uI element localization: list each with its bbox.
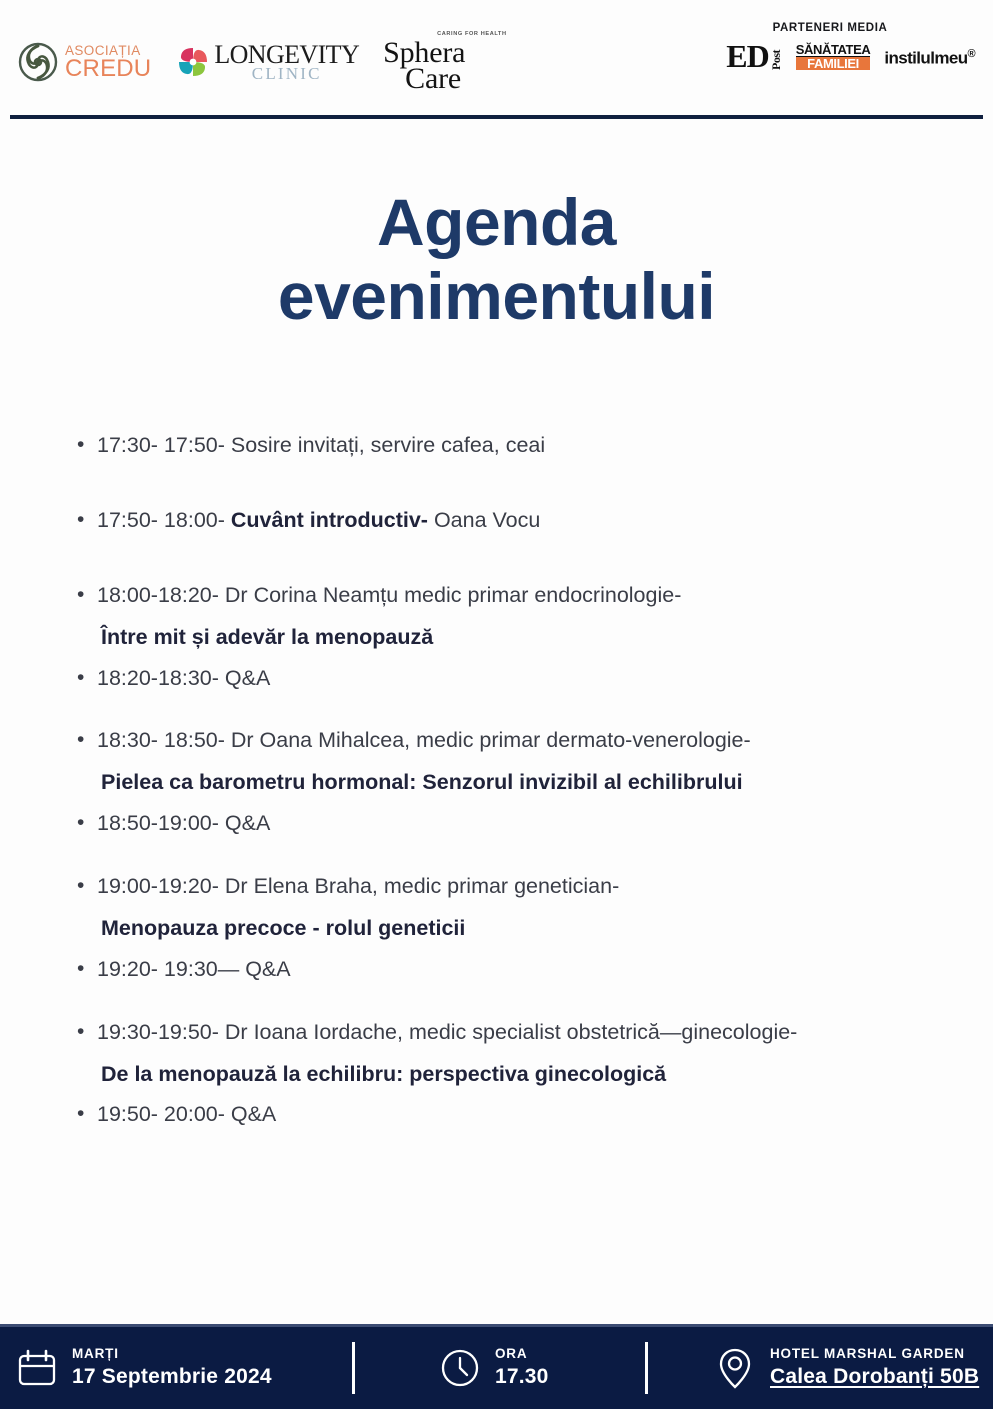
- calendar-icon: [16, 1347, 58, 1389]
- bullet-icon: •: [77, 665, 85, 689]
- sanatatea-top: SĂNĂTATEA: [795, 42, 871, 57]
- header-divider: [10, 115, 983, 119]
- spacer: [70, 459, 953, 507]
- footer-date-value: 17 Septembrie 2024: [72, 1365, 272, 1389]
- organizer-logos: [18, 31, 507, 96]
- agenda-item-text: [97, 873, 953, 900]
- logo-sanatatea-familiei: [796, 43, 871, 70]
- clock-icon: [439, 1347, 481, 1389]
- credu-line1: ASOCIAȚIA: [65, 43, 141, 59]
- agenda-item-text: [97, 507, 953, 534]
- bullet-icon: •: [77, 507, 85, 531]
- agenda-group: [70, 873, 953, 983]
- sphera-line2: Care: [405, 62, 461, 96]
- logo-sphera-care: [383, 31, 507, 96]
- spacer: [70, 796, 953, 810]
- footer-date-text: [72, 1346, 272, 1389]
- credu-knot-icon: [18, 42, 58, 82]
- agenda-item-desc: Dr Elena Braha, medic primar genetician-: [224, 874, 620, 898]
- agenda-item-talk-title: Menopauza precoce - rolul geneticii: [101, 915, 466, 940]
- agenda-item-desc: Dr Oana Mihalcea, medic primar dermato-venerologie-: [230, 728, 751, 753]
- footer-time-label: ORA: [495, 1346, 528, 1362]
- agenda-group: [70, 582, 953, 692]
- bullet-icon: •: [77, 728, 85, 752]
- agenda-item-text: [97, 1019, 953, 1046]
- spacer: [70, 942, 953, 956]
- agenda-item: [70, 507, 953, 534]
- media-partners-title: PARTENERI MEDIA: [772, 22, 888, 34]
- agenda-group: [70, 507, 953, 534]
- agenda-item-qa: [70, 810, 953, 837]
- footer-time: [355, 1346, 645, 1389]
- page-title-line1: Agenda: [376, 185, 617, 259]
- spacer: [70, 837, 953, 873]
- sphera-line1: Sphera: [383, 36, 466, 69]
- agenda-item-time: 19:30-19:50-: [97, 1019, 225, 1044]
- footer-time-text: [495, 1346, 549, 1389]
- footer-location-text: [770, 1346, 979, 1389]
- agenda-item-qa-text: 19:20- 19:30— Q&A: [97, 956, 291, 981]
- spacer: [70, 651, 953, 665]
- longevity-pinwheel-icon: [175, 44, 211, 80]
- agenda-item-qa: [70, 1101, 953, 1128]
- agenda-item-highlight: Cuvânt introductiv-: [230, 507, 428, 532]
- footer-date-label: MARȚI: [72, 1346, 119, 1362]
- agenda-item-desc: Dr Ioana Iordache, medic specialist obstetrică—ginecologie-: [224, 1019, 798, 1044]
- agenda-item-time: 17:50- 18:00-: [97, 507, 231, 532]
- footer-location: [648, 1345, 993, 1391]
- agenda-item: [70, 432, 953, 459]
- media-partner-logos: [685, 38, 975, 75]
- bullet-icon: •: [77, 811, 85, 835]
- agenda-item-text: [97, 582, 953, 609]
- agenda-item-desc: Dr Corina Neamțu medic primar endocrinologie-: [224, 582, 682, 607]
- bullet-icon: •: [77, 433, 85, 456]
- sphera-tagline: CARING FOR HEALTH: [437, 31, 507, 37]
- agenda-item-time: 18:30- 18:50-: [97, 728, 231, 753]
- spacer: [70, 1087, 953, 1101]
- spacer: [70, 691, 953, 727]
- media-partners: [685, 22, 975, 75]
- agenda-item-qa-text: 18:50-19:00- Q&A: [97, 811, 271, 836]
- agenda-item-desc: Oana Vocu: [427, 507, 541, 532]
- footer-location-label: HOTEL MARSHAL GARDEN: [770, 1346, 965, 1362]
- location-pin-icon: [714, 1345, 756, 1391]
- agenda-item-talk-title: Pielea ca barometru hormonal: Senzorul invizibil al echilibrului: [101, 770, 743, 795]
- logo-ed-post: [726, 38, 783, 75]
- spacer: [70, 534, 953, 582]
- bullet-icon: •: [77, 582, 85, 606]
- agenda-item-talk-title: De la menopauză la echilibru: perspectiva ginecologică: [101, 1061, 667, 1086]
- logo-asociatia-credu: [18, 42, 151, 82]
- agenda-item-time: 17:30- 17:50-: [97, 433, 231, 457]
- agenda-item-qa-text: 19:50- 20:00- Q&A: [97, 1102, 277, 1127]
- page-title-line2: evenimentului: [277, 258, 716, 333]
- agenda-item-qa-text: 18:20-18:30- Q&A: [97, 665, 271, 690]
- agenda-item: [70, 582, 953, 609]
- agenda-item-text: [97, 432, 953, 459]
- agenda-list: [70, 432, 953, 1128]
- footer-time-value: 17.30: [495, 1365, 549, 1389]
- logo-instilulmeu: [884, 49, 975, 70]
- agenda-item: [70, 727, 953, 754]
- agenda-item-time: 19:00-19:20-: [97, 874, 225, 898]
- page-title: [0, 186, 993, 334]
- agenda-group: [70, 1019, 953, 1129]
- bullet-icon: •: [77, 956, 85, 980]
- agenda-item: [70, 873, 953, 900]
- bullet-icon: •: [77, 874, 85, 897]
- agenda-group: [70, 432, 953, 459]
- footer-date: [0, 1346, 352, 1389]
- credu-line2: CREDU: [65, 54, 152, 82]
- agenda-item-talk-title: Între mit și adevăr la menopauză: [101, 624, 434, 649]
- bullet-icon: •: [77, 1102, 85, 1126]
- agenda-item-desc: Sosire invitați, servire cafea, ceai: [230, 433, 546, 457]
- footer-location-value[interactable]: Calea Dorobanți 50B: [770, 1365, 980, 1389]
- longevity-line2: CLINIC: [251, 64, 322, 84]
- longevity-line1: LONGEVITY: [214, 40, 360, 70]
- agenda-item-time: 18:00-18:20-: [97, 582, 225, 607]
- sanatatea-bottom: FAMILIEI: [796, 57, 871, 70]
- spacer: [70, 983, 953, 1019]
- edpost-main: ED: [726, 38, 769, 75]
- edpost-sub: Post: [768, 50, 783, 70]
- agenda-item-qa: [70, 956, 953, 983]
- agenda-item-qa: [70, 665, 953, 692]
- agenda-item-text: [97, 727, 953, 754]
- poster-header: [0, 0, 993, 118]
- agenda-item: [70, 1019, 953, 1046]
- poster-footer: [0, 1324, 993, 1409]
- bullet-icon: •: [77, 1019, 85, 1043]
- instilulmeu-mark: ®: [967, 48, 975, 61]
- logo-longevity-clinic: [175, 42, 359, 82]
- agenda-group: [70, 727, 953, 837]
- instilulmeu-text: instilulmeu: [884, 49, 968, 68]
